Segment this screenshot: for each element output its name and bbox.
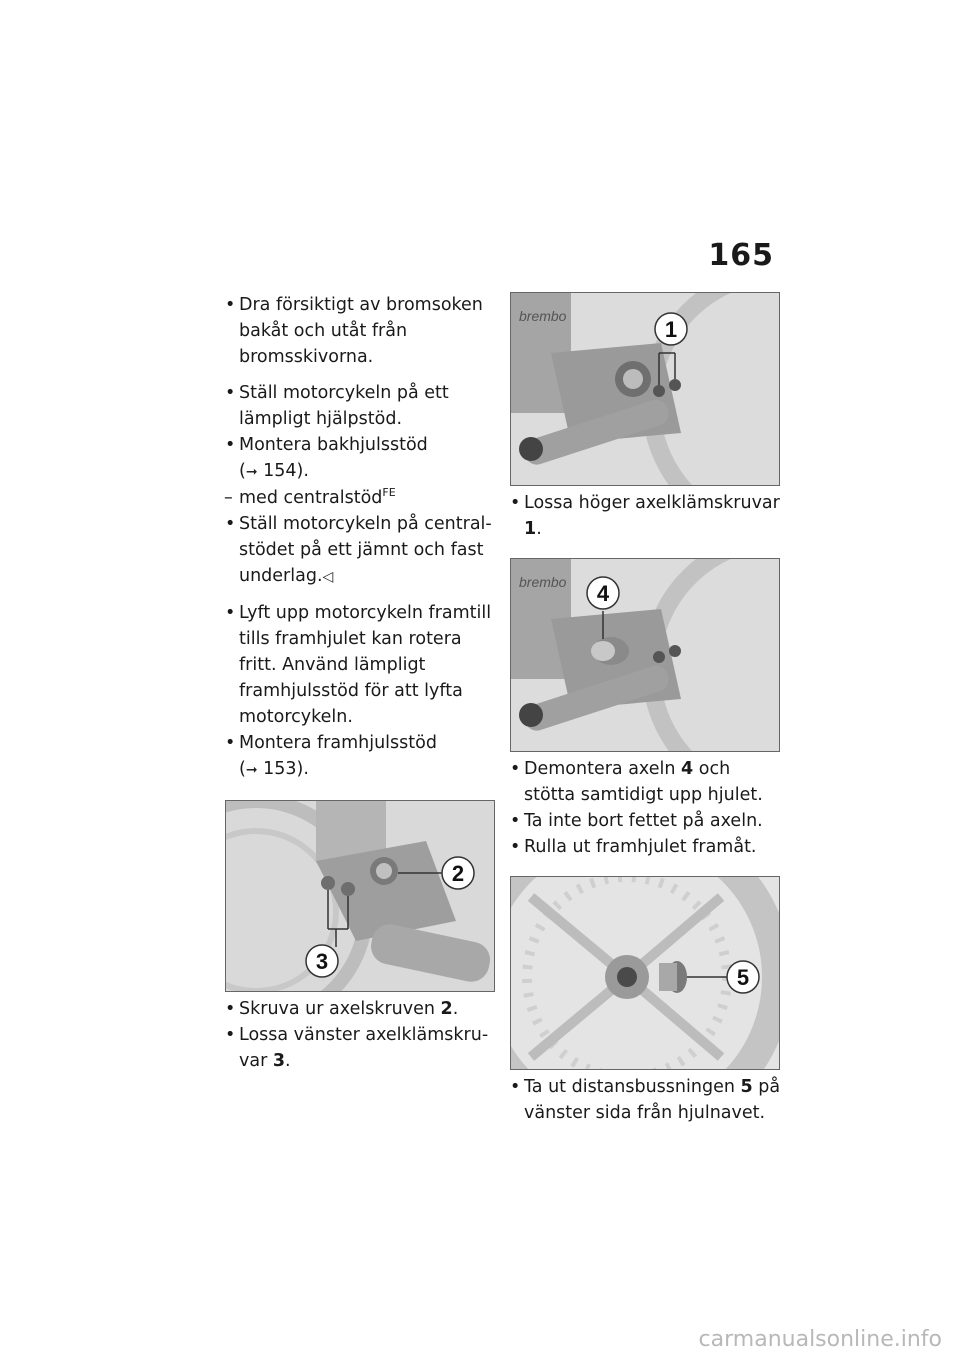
option-badge: FE bbox=[382, 486, 396, 500]
step-lift-front: • Lyft upp motorcykeln framtill tills framhjulet kan rotera fritt. Använd lämpligt framhjulsstöd för att lyfta motorcykeln. bbox=[225, 600, 497, 730]
step-aux-stand: • Ställ motorcykeln på ett lämpligt hjälpstöd. bbox=[225, 380, 497, 432]
callout-2: 2 bbox=[451, 861, 465, 886]
step-keep-grease: • Ta inte bort fettet på axeln. bbox=[510, 808, 782, 834]
page-ref-arrow-icon: ➞ bbox=[245, 762, 258, 778]
end-marker-icon: ◁ bbox=[322, 569, 334, 585]
step-remove-spacer: • Ta ut distansbussningen 5 på vänster sida från hjulnavet. bbox=[510, 1074, 782, 1126]
figure-axle-removal bbox=[510, 558, 780, 752]
condition-center-stand: – med centralstöd$^{FE}$ bbox=[225, 485, 497, 511]
step-roll-wheel: • Rulla ut framhjulet framåt. bbox=[510, 834, 782, 860]
page-ref-link[interactable]: 154). bbox=[263, 461, 309, 481]
step-center-stand: • Ställ motorcykeln på centralstödet på ett jämnt och fast underlag.◁ bbox=[225, 511, 497, 590]
page-ref-arrow-icon: ➞ bbox=[245, 464, 258, 480]
page-ref-link[interactable]: 153). bbox=[263, 759, 309, 779]
callout-5: 5 bbox=[736, 965, 750, 990]
callout-4: 4 bbox=[596, 581, 610, 606]
brand-label: brembo bbox=[519, 308, 567, 324]
step-loosen-right-clamps: • Lossa höger axelklämskruvar 1. bbox=[510, 490, 782, 542]
footer-watermark: carmanualsonline.info bbox=[698, 1327, 942, 1352]
right-column bbox=[510, 292, 782, 1126]
left-column bbox=[225, 292, 497, 1074]
step-front-stand: • Montera framhjulsstöd (➞ 153). bbox=[225, 730, 497, 783]
figure-spacer-bushing bbox=[510, 876, 780, 1070]
step-remove-axle: • Demontera axeln 4 och stötta samtidigt upp hjulet. bbox=[510, 756, 782, 808]
callout-3: 3 bbox=[315, 949, 329, 974]
figure-axle-left bbox=[225, 800, 495, 992]
step-remove-calipers: • Dra försiktigt av bromsoken bakåt och utåt från bromsskivorna. bbox=[225, 292, 497, 370]
step-loosen-left-clamps: • Lossa vänster axelklämskruvar 3. bbox=[225, 1022, 497, 1074]
step-remove-axle-bolt: • Skruva ur axelskruven 2. bbox=[225, 996, 497, 1022]
callout-1: 1 bbox=[664, 317, 678, 342]
step-rear-stand: • Montera bakhjulsstöd (➞ 154). bbox=[225, 432, 497, 485]
figure-axle-right-clamps bbox=[510, 292, 780, 486]
page-number: 165 bbox=[708, 238, 774, 273]
brand-label: brembo bbox=[519, 574, 567, 590]
